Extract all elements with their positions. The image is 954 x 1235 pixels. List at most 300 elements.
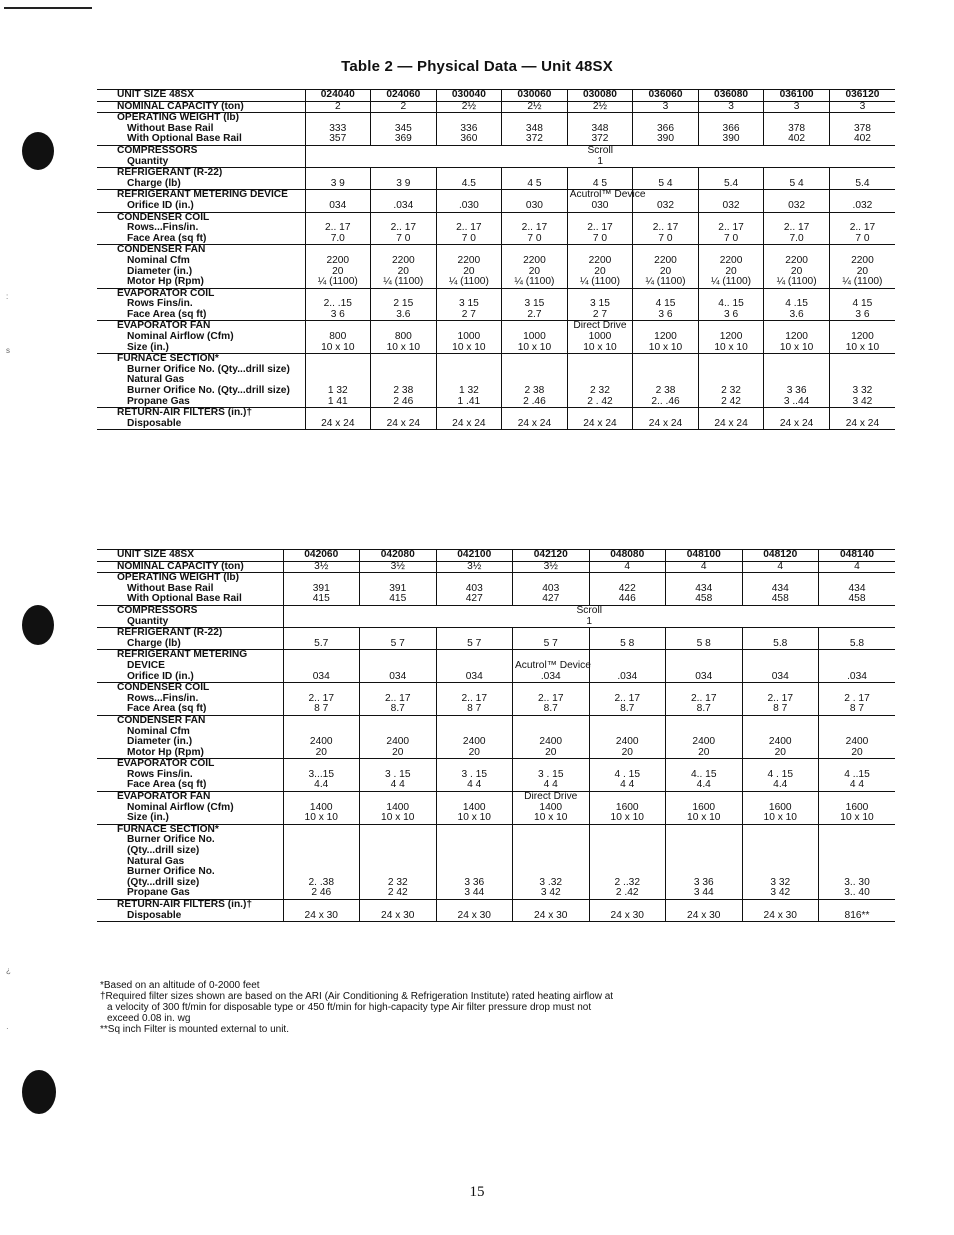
- data-value: 360: [460, 133, 478, 145]
- data-value: 7 0: [396, 232, 411, 244]
- data-cell: [502, 212, 568, 245]
- data-value: 434: [771, 582, 789, 594]
- data-value: 2.. 17: [718, 222, 744, 234]
- data-value: 4.4: [696, 779, 711, 791]
- data-value: ¼ (1100): [842, 276, 883, 288]
- data-cell: [371, 212, 437, 245]
- table-row: [97, 321, 895, 354]
- data-value: 391: [389, 582, 407, 594]
- data-value: 2 42: [721, 395, 741, 407]
- data-value: 3 . 15: [538, 768, 564, 780]
- data-value: 5 4: [658, 177, 673, 189]
- data-cell: [589, 824, 666, 899]
- data-value: 24 x 24: [386, 417, 421, 429]
- data-value: 4.4: [314, 779, 329, 791]
- data-cell: [666, 900, 743, 922]
- data-cell: [829, 321, 895, 354]
- data-value: ¼ (1100): [514, 276, 555, 288]
- data-cell: [283, 628, 360, 650]
- data-cell: [589, 792, 666, 825]
- row-sublabel: Disposable: [127, 909, 182, 921]
- data-value: 4 4: [620, 779, 635, 791]
- data-value: 3 15: [590, 298, 610, 310]
- row-heading: OPERATING WEIGHT (lb): [117, 112, 240, 124]
- data-value: 427: [542, 593, 560, 605]
- data-cell: [513, 792, 590, 825]
- data-value: 2 7: [461, 308, 476, 320]
- data-cell: [666, 792, 743, 825]
- data-value: 1400: [462, 801, 486, 813]
- data-value: 20: [545, 746, 557, 758]
- row-heading: CONDENSER FAN: [117, 244, 206, 256]
- data-cell: [698, 168, 764, 190]
- data-value: 4.. 15: [718, 298, 744, 310]
- data-value: 2 38: [655, 385, 676, 397]
- row-heading: COMPRESSORS: [117, 144, 198, 156]
- data-value: 4 15: [852, 298, 873, 310]
- data-value: 2.. 17: [456, 222, 482, 234]
- data-value: ¼ (1100): [317, 276, 358, 288]
- row-sublabel: Disposable: [127, 417, 182, 429]
- row-heading: REFRIGERANT (R-22): [117, 167, 223, 179]
- data-value: 7 0: [527, 232, 542, 244]
- data-cell: [633, 321, 699, 354]
- span-top-line: [745, 661, 817, 672]
- data-cell: [502, 190, 568, 212]
- row-sublabel: Face Area (sq ft): [127, 703, 207, 715]
- data-value: 24 x 24: [583, 417, 617, 429]
- data-value: 24 x 24: [714, 417, 748, 429]
- unit-size-header: 024060: [371, 90, 437, 102]
- row-sublabel: Burner Orifice No. (Qty...drill size): [127, 363, 290, 375]
- data-cell: [513, 573, 590, 606]
- data-value: 4 4: [849, 779, 865, 791]
- data-value: 4 . 15: [767, 768, 793, 780]
- data-cell: [283, 792, 360, 825]
- footnote-altitude: *Based on an altitude of 0-2000 feet: [100, 980, 260, 991]
- data-value: 5 7: [467, 637, 482, 649]
- data-cell: [283, 561, 360, 573]
- data-cell: [436, 113, 502, 146]
- data-cell: [371, 288, 437, 321]
- data-cell: [436, 824, 513, 899]
- data-cell: [371, 354, 437, 408]
- row-label: [97, 101, 305, 113]
- data-value: 10 x 10: [517, 341, 552, 353]
- row-heading: FURNACE SECTION*: [117, 823, 219, 835]
- span-top-line: [821, 661, 893, 672]
- row-label: [97, 650, 283, 683]
- data-value: 4 4: [543, 779, 558, 791]
- data-value: 1400: [386, 801, 410, 813]
- data-cell: [360, 759, 437, 792]
- data-value: 2 32: [590, 385, 610, 397]
- data-value: 427: [465, 593, 483, 605]
- data-cell: [666, 759, 743, 792]
- row-label: [97, 321, 305, 354]
- row-heading: CONDENSER FAN: [117, 714, 206, 726]
- data-value: 2 .42: [615, 887, 639, 899]
- data-value: .034: [540, 670, 561, 682]
- footnote-filters-cont: exceed 0.08 in. wg: [107, 1013, 191, 1024]
- data-cell: [698, 212, 764, 245]
- data-value: ¼ (1100): [579, 276, 620, 288]
- data-value: 3 9: [396, 177, 411, 189]
- data-cell: [764, 212, 830, 245]
- data-value: 8.7: [390, 703, 405, 715]
- unit-size-header: 036060: [633, 90, 699, 102]
- data-value: 24 x 24: [321, 417, 355, 429]
- data-cell: [829, 408, 895, 430]
- row-label: [97, 190, 305, 212]
- data-value: 2400: [386, 736, 410, 748]
- table-row: [97, 650, 895, 683]
- page-title: Table 2 — Physical Data — Unit 48SX: [341, 58, 613, 75]
- data-value: 24 x 24: [648, 417, 683, 429]
- data-value: 5.8: [849, 637, 865, 649]
- spanned-value: [283, 605, 895, 627]
- data-cell: [742, 715, 819, 758]
- data-value: 458: [848, 593, 866, 605]
- data-cell: [742, 628, 819, 650]
- table-row: [97, 245, 895, 288]
- data-value: 032: [657, 199, 674, 211]
- data-cell: [698, 288, 764, 321]
- data-value: 2.. 17: [849, 222, 876, 234]
- data-value: 10 x 10: [304, 812, 338, 824]
- data-value: 2 .46: [523, 395, 546, 407]
- data-cell: [305, 190, 371, 212]
- data-value: 4.5: [461, 177, 476, 189]
- data-cell: [283, 683, 360, 716]
- table-row: [97, 759, 895, 792]
- data-value: 1200: [851, 331, 874, 343]
- data-value: 5.4: [855, 177, 870, 189]
- row-sublabel: Propane Gas: [127, 887, 190, 899]
- data-value: 24 x 30: [534, 909, 568, 921]
- data-cell: [589, 759, 666, 792]
- data-value: 336: [460, 122, 478, 134]
- data-cell: [666, 683, 743, 716]
- data-cell: [633, 212, 699, 245]
- data-value: 10 x 10: [452, 341, 486, 353]
- data-value: 3½: [543, 560, 558, 572]
- data-cell: [436, 212, 502, 245]
- data-value: 3: [793, 100, 800, 112]
- row-heading: RETURN-AIR FILTERS (in.)†: [117, 407, 253, 419]
- data-value: 800: [394, 331, 412, 343]
- row-sublabel: Natural Gas: [127, 855, 185, 867]
- row-sublabel: With Optional Base Rail: [127, 593, 242, 605]
- data-value: 2 32: [387, 876, 408, 888]
- data-value: 4: [700, 560, 707, 572]
- data-cell: [698, 321, 764, 354]
- data-cell: [698, 113, 764, 146]
- data-value: .032: [852, 199, 873, 211]
- data-cell: [283, 900, 360, 922]
- unit-size-header: 042060: [283, 550, 360, 562]
- data-value: 1400: [309, 801, 333, 813]
- row-label: [97, 561, 283, 573]
- data-value: 20: [468, 746, 480, 758]
- data-value: .034: [847, 670, 867, 682]
- row-heading: EVAPORATOR FAN: [117, 320, 211, 332]
- data-cell: [567, 354, 633, 408]
- row-sublabel: Charge (lb): [127, 177, 181, 189]
- data-cell: [742, 792, 819, 825]
- data-value: 1 32: [327, 385, 348, 397]
- data-value: 2200: [719, 254, 743, 266]
- data-cell: [589, 573, 666, 606]
- row-heading: REFRIGERANT METERING: [117, 649, 248, 661]
- data-value: 3 44: [464, 887, 485, 899]
- row-heading: RETURN-AIR FILTERS (in.)†: [117, 899, 253, 910]
- row-sublabel: Rows Fins/in.: [127, 768, 193, 780]
- data-cell: [360, 683, 437, 716]
- physical-data-table-2: [97, 549, 895, 922]
- data-cell: [633, 408, 699, 430]
- binder-hole: [22, 605, 54, 645]
- unit-size-header: 048100: [666, 550, 743, 562]
- data-cell: [436, 288, 502, 321]
- data-value: 030: [591, 199, 609, 211]
- data-value: 333: [329, 122, 347, 134]
- unit-size-header: 036080: [698, 90, 764, 102]
- data-value: 8.7: [543, 703, 558, 715]
- data-cell: [819, 759, 896, 792]
- data-cell: [819, 628, 896, 650]
- row-heading: COMPRESSORS: [117, 604, 198, 616]
- data-cell: [436, 354, 502, 408]
- data-value: 5 8: [696, 637, 711, 649]
- data-value: 2: [334, 100, 341, 112]
- margin-mark: ·: [6, 1024, 9, 1033]
- data-value: .034: [393, 199, 414, 211]
- data-cell: [360, 628, 437, 650]
- data-value: 20: [659, 265, 672, 277]
- data-value: 3: [728, 100, 734, 112]
- data-cell: [819, 792, 896, 825]
- data-value: 3 32: [852, 385, 873, 397]
- margin-mark: :: [6, 292, 9, 301]
- data-cell: [436, 683, 513, 716]
- data-cell: [567, 245, 633, 288]
- binder-hole: [22, 1070, 56, 1114]
- data-value: 032: [722, 199, 740, 211]
- row-sublabel: Orifice ID (in.): [127, 670, 194, 682]
- data-cell: [829, 113, 895, 146]
- data-value: 3 6: [855, 308, 870, 320]
- data-cell: [360, 792, 437, 825]
- data-value: 2 32: [721, 385, 741, 397]
- data-value: .030: [458, 199, 479, 211]
- data-value: 2400: [462, 736, 486, 748]
- row-sublabel: (Qty...drill size): [127, 876, 200, 888]
- data-value: 3 6: [723, 308, 739, 320]
- data-value: 20: [856, 265, 869, 277]
- data-cell: [371, 113, 437, 146]
- data-value: 8 7: [849, 703, 865, 715]
- data-value: 10 x 10: [583, 341, 617, 353]
- data-value: 20: [621, 746, 633, 758]
- unit-size-header: 048140: [819, 550, 896, 562]
- data-value: 24 x 24: [517, 417, 552, 429]
- span-top-line: [439, 661, 511, 672]
- data-value: 372: [591, 133, 609, 145]
- data-value: 2.. 17: [691, 692, 717, 704]
- data-value: 348: [525, 122, 543, 134]
- table-row: [97, 573, 895, 606]
- data-value: 378: [853, 122, 871, 134]
- data-value: 345: [394, 122, 412, 134]
- data-value: 10 x 10: [321, 341, 355, 353]
- data-value: 24 x 24: [452, 417, 486, 429]
- data-cell: [764, 408, 830, 430]
- data-value: 10 x 10: [779, 341, 814, 353]
- data-cell: [502, 408, 568, 430]
- data-cell: [436, 650, 513, 683]
- data-value: 2.. 17: [538, 692, 564, 704]
- data-value: 2400: [309, 736, 333, 748]
- row-label: [97, 113, 305, 146]
- data-cell: [742, 824, 819, 899]
- data-value: 402: [853, 133, 871, 145]
- row-sublabel: Burner Orifice No.: [127, 834, 215, 846]
- page-number: 15: [469, 1184, 485, 1200]
- data-value: 3 42: [852, 395, 873, 407]
- data-value: 3.6: [789, 308, 804, 320]
- data-value: 8 7: [314, 703, 329, 715]
- row-heading: CONDENSER COIL: [117, 682, 210, 694]
- data-cell: [819, 573, 896, 606]
- row-sublabel: Without Base Rail: [127, 582, 214, 594]
- data-value: 2: [400, 100, 407, 112]
- data-cell: [698, 354, 764, 408]
- data-value: 4.4: [773, 779, 788, 791]
- data-value: 3.. 30: [844, 876, 870, 888]
- data-cell: [764, 113, 830, 146]
- footnote-filters: †Required filter sizes shown are based on the ARI (Air Conditioning & Refrigeration Institute) rated heating airflow at: [100, 991, 614, 1002]
- data-value: 4 4: [467, 779, 482, 791]
- data-cell: [513, 650, 590, 683]
- data-value: 2200: [654, 254, 677, 266]
- row-heading: FURNACE SECTION*: [117, 353, 219, 365]
- data-value: 24 x 30: [381, 909, 415, 921]
- table-row: [97, 288, 895, 321]
- spanned-heading: Acutrol™ Device: [515, 659, 591, 671]
- data-value: 2400: [768, 736, 792, 748]
- data-value: 1000: [588, 331, 612, 343]
- table-row: [97, 900, 895, 922]
- table-row: [97, 715, 895, 758]
- data-value: 2½: [592, 100, 608, 112]
- data-cell: [305, 212, 371, 245]
- data-value: 3 36: [693, 876, 714, 888]
- row-label: [97, 145, 305, 167]
- row-heading: NOMINAL CAPACITY (ton): [117, 100, 244, 112]
- data-cell: [633, 288, 699, 321]
- table-row: [97, 408, 895, 430]
- data-value: 800: [329, 331, 347, 343]
- span-top-line: [362, 661, 434, 672]
- unit-size-header: 048120: [742, 550, 819, 562]
- row-sublabel: Diameter (in.): [127, 265, 193, 277]
- data-cell: [589, 715, 666, 758]
- row-sublabel: Face Area (sq ft): [127, 308, 207, 320]
- row-label: [97, 824, 283, 899]
- data-value: 3 42: [770, 887, 791, 899]
- data-value: 24 x 30: [457, 909, 491, 921]
- data-cell: [666, 715, 743, 758]
- data-cell: [436, 321, 502, 354]
- spanned-heading: Direct Drive: [524, 791, 578, 803]
- data-value: 24 x 30: [610, 909, 644, 921]
- data-value: 2 38: [393, 385, 414, 397]
- data-cell: [819, 900, 896, 922]
- data-cell: [436, 759, 513, 792]
- data-cell: [502, 288, 568, 321]
- data-cell: [502, 245, 568, 288]
- data-value: 5 4: [789, 177, 804, 189]
- data-cell: [436, 561, 513, 573]
- row-label: [97, 408, 305, 430]
- row-sublabel: Quantity: [127, 155, 169, 167]
- data-cell: [513, 628, 590, 650]
- data-cell: [305, 354, 371, 408]
- table-row: [97, 628, 895, 650]
- data-value: 10 x 10: [457, 812, 491, 824]
- row-sublabel: Rows...Fins/in.: [127, 222, 199, 234]
- table-row: [97, 168, 895, 190]
- row-sublabel: Rows...Fins/in.: [127, 692, 199, 704]
- data-cell: [305, 168, 371, 190]
- data-cell: [371, 321, 437, 354]
- data-value: 24 x 30: [304, 909, 338, 921]
- data-value: 4: [777, 560, 784, 572]
- data-value: 2 7: [592, 308, 608, 320]
- table-row: [97, 824, 895, 899]
- physical-data-table-1: [97, 89, 895, 430]
- data-value: 357: [329, 133, 347, 145]
- data-value: 034: [465, 670, 483, 682]
- data-value: 4 15: [655, 298, 676, 310]
- data-value: ¼ (1100): [776, 276, 817, 288]
- data-value: 2 46: [311, 887, 332, 899]
- data-value: 10 x 10: [381, 812, 415, 824]
- data-value: 1200: [719, 331, 743, 343]
- data-value: 20: [851, 746, 863, 758]
- data-value: 3½: [390, 560, 405, 572]
- data-cell: [698, 408, 764, 430]
- data-value: 2.. 17: [652, 222, 679, 234]
- data-cell: [829, 168, 895, 190]
- data-value: 20: [315, 746, 327, 758]
- data-value: 3 42: [540, 887, 561, 899]
- data-value: 415: [312, 593, 330, 605]
- data-cell: [436, 628, 513, 650]
- data-cell: [567, 113, 633, 146]
- data-value: 3.6: [396, 308, 411, 320]
- unit-size-header: 036100: [764, 90, 830, 102]
- unit-size-header: 042120: [513, 550, 590, 562]
- data-value: 24 x 30: [687, 909, 721, 921]
- data-value: 2.7: [527, 308, 542, 320]
- footnotes: [100, 980, 613, 1035]
- row-sublabel: Nominal Cfm: [127, 725, 190, 737]
- top-rule: [4, 7, 92, 9]
- data-cell: [742, 561, 819, 573]
- data-cell: [666, 573, 743, 606]
